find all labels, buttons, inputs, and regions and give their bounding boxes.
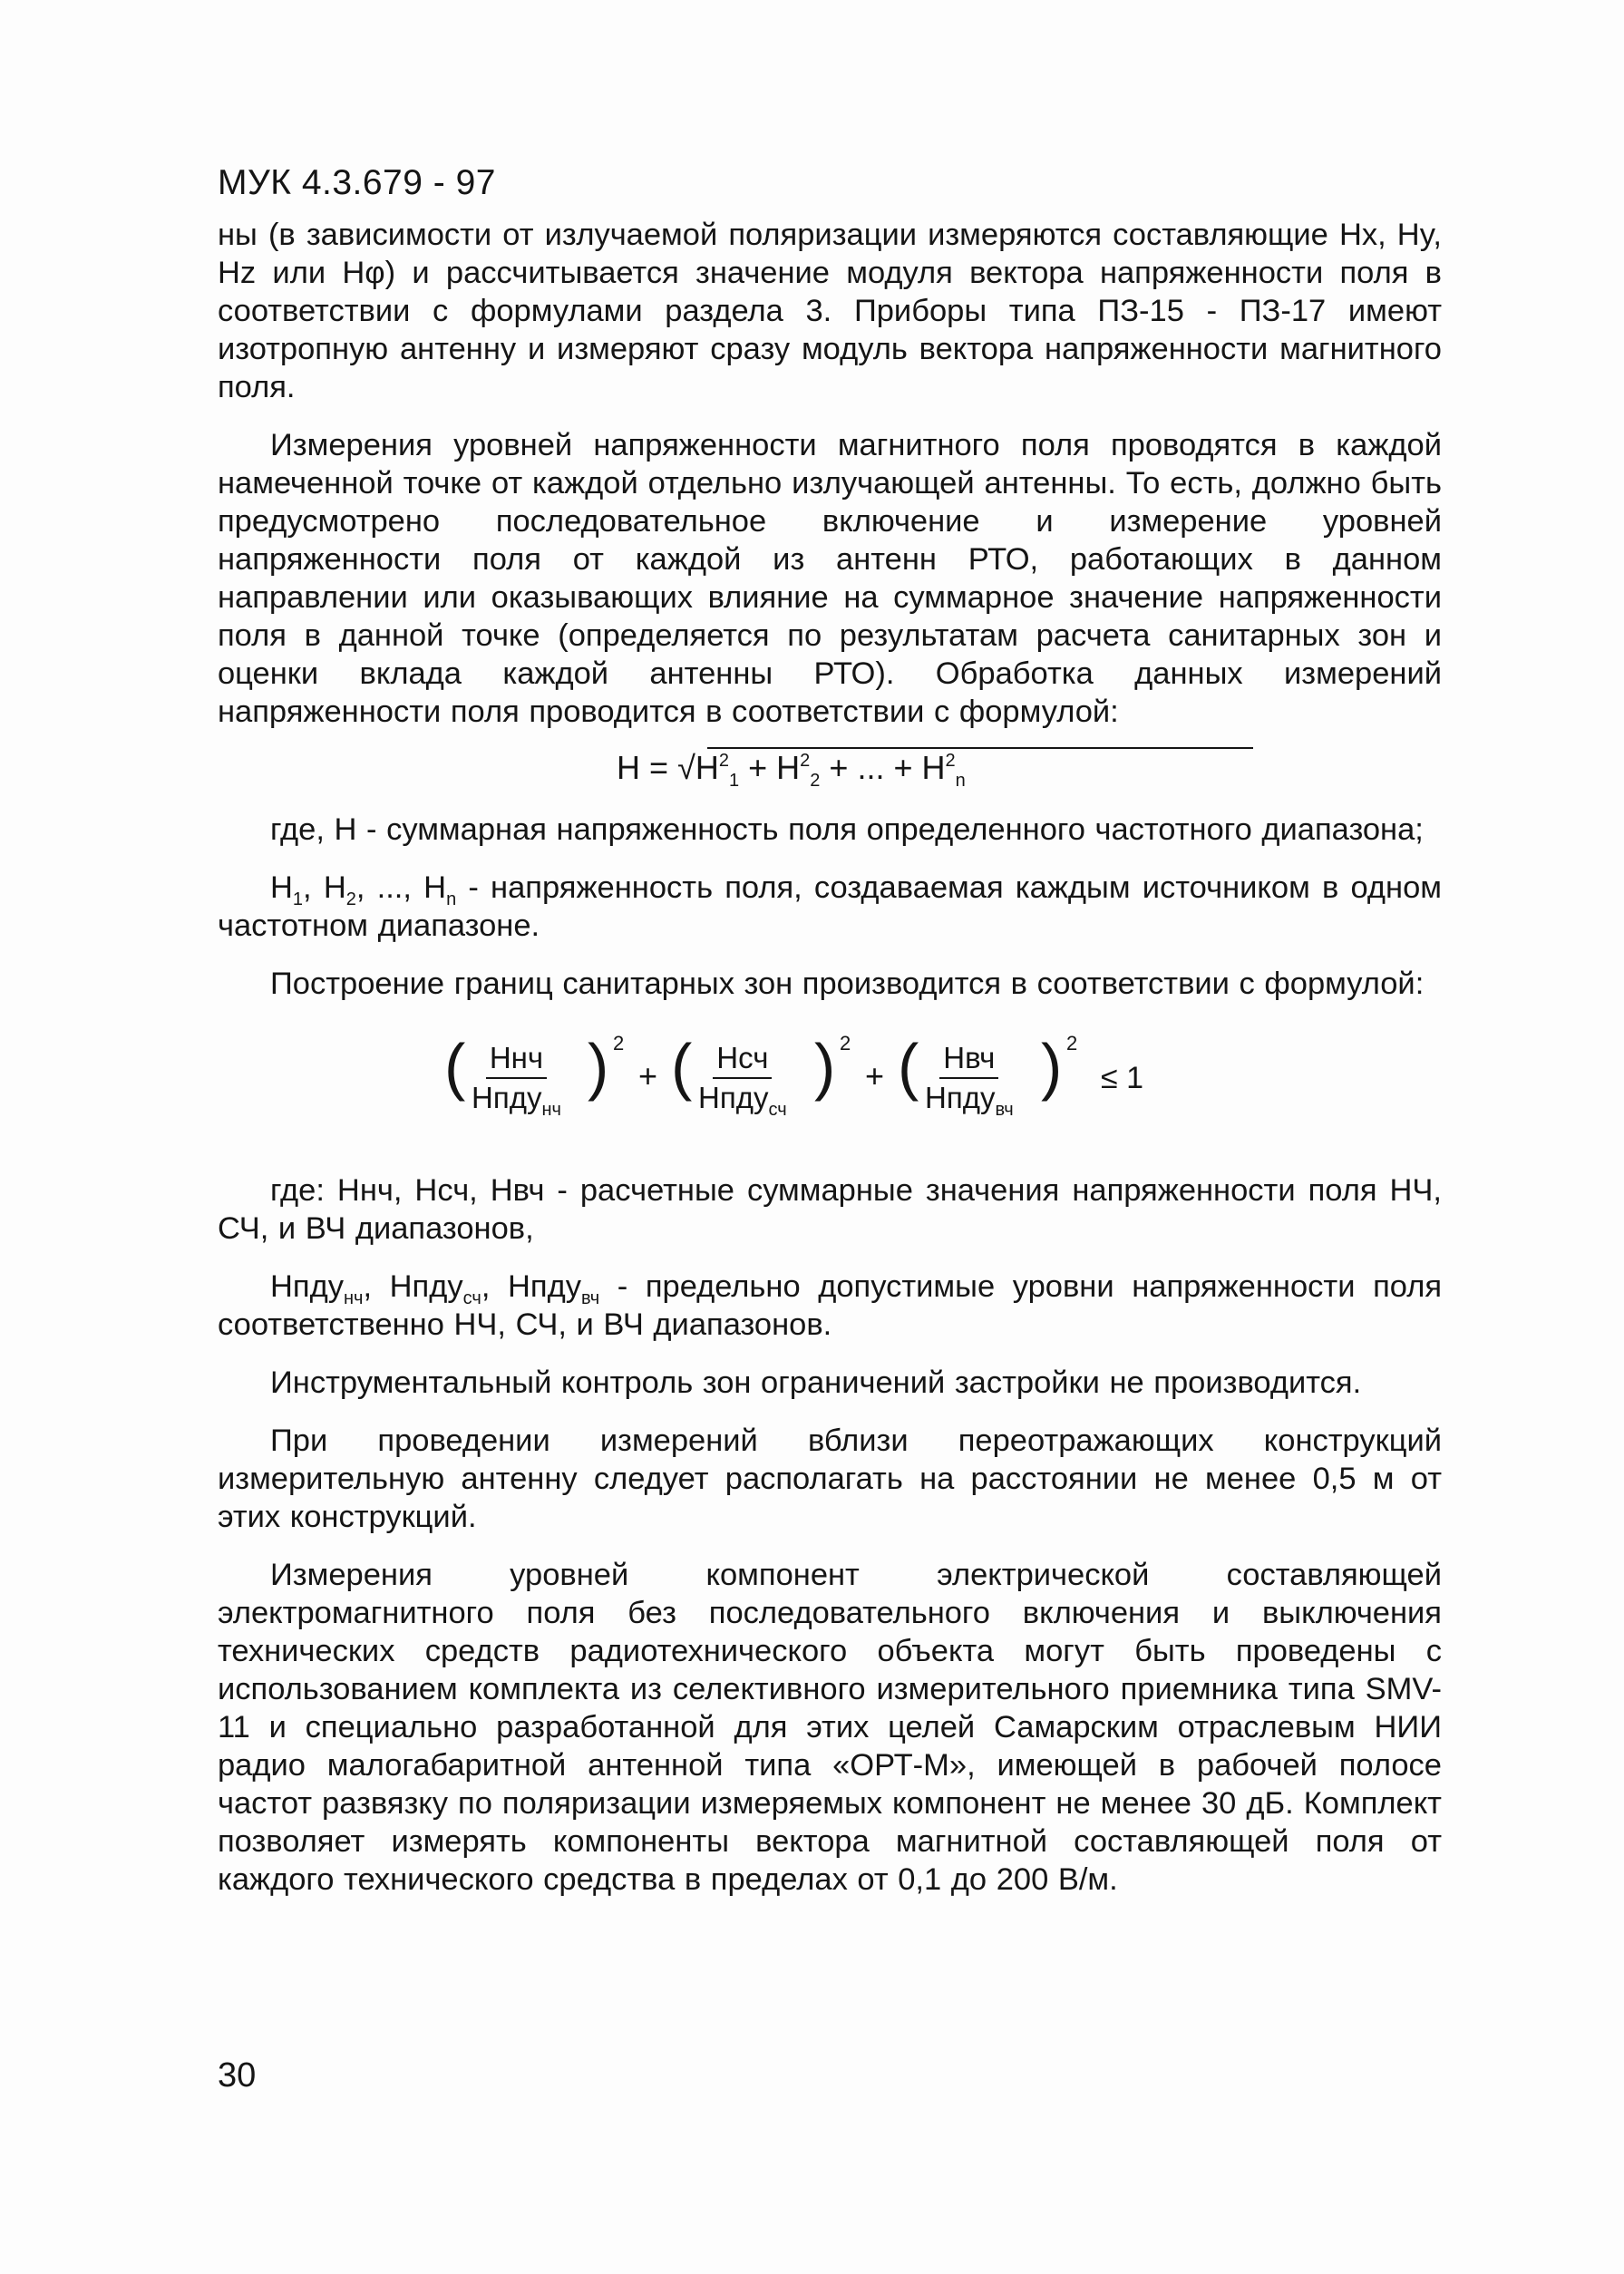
doc-code: МУК 4.3.679 - 97 [218,163,496,202]
paragraph-2: Измерения уровней напряженности магнитного поля проводятся в каждой намеченной точке от каждой отдельно излучающей антенны. То есть, должно быть предусмотрено последовательное включение и измерение уровней напряженности поля от каждой из антенн РТО, работающих в данном направлении или оказывающих влияние на суммарное значение напряженности поля в данной точке (определяется по результатам расчета санитарных зон и оценки вклада каждой антенны РТО). Обработка данных измерений напряженности поля проводится в соответствии с формулой: [218,428,1442,729]
document-page [218,163,1442,1899]
fraction-low: Ннч Нпду$_{нч}$ [472,1041,561,1120]
paragraph-1: ны (в зависимости от излучаемой поляризации измеряются составляющие Hx, Hy, Hz или Hφ) и рассчитывается значение модуля вектора напряженности поля в соответствии с формулами раздела 3. Приборы типа ПЗ-15 - ПЗ-17 имеют изотропную антенну и измеряют сразу модуль вектора напряженности магнитного поля. [218,218,1442,404]
formula-field-sum [218,736,1442,807]
page-number: 30 [218,2056,257,2094]
paragraph-9: При проведении измерений вблизи переотражающих конструкций измерительную антенну следует располагать на расстоянии не менее 0,5 м от этих конструкций. [218,1424,1442,1534]
paragraph-10: Измерения уровней компонент электрической составляющей электромагнитного поля без последовательного включения и выключения технических средств радиотехнического объекта могут быть проведены с использованием комплекта из селективного измерительного приемника типа SMV-11 и специально разработанной для этих целей Самарским отраслевым НИИ радио малогабаритной антенной типа «ОРТ-М», имеющей в рабочей полосе частот развязку по поляризации измеряемых компонент не менее 30 дБ. Комплект позволяет измерять компоненты вектора магнитной составляющей поля от каждого технического средства в пределах от 0,1 до 200 В/м. [218,1558,1442,1897]
paragraph-8: Инструментальный контроль зон ограничений застройки не производится. [270,1365,1362,1400]
fraction-high: Нвч Нпду$_{вч}$ [925,1041,1014,1120]
paragraph-7: Нпду$_{нч}$, Нпду$_{сч}$, Нпду$_{вч}$ - предельно допустимые уровни напряженности поля соответственно НЧ, СЧ, и ВЧ диапазонов. [218,1269,1443,1342]
paragraph-5: Построение границ санитарных зон производится в соответствии с формулой: [270,967,1425,1001]
paragraph-4: $Н_1$, $Н_2$, ..., $Н_n$ - напряженность поля, создаваемая каждым источником в одном частотном диапазоне. [218,870,1442,943]
paragraph-6: где: Ннч, Нсч, Нвч - расчетные суммарные значения напряженности поля НЧ, СЧ, и ВЧ диапазонов, [218,1173,1442,1246]
fraction-mid: Нсч Нпду$_{сч}$ [698,1041,787,1120]
sqrt-bar [707,747,1253,749]
formula-sanitary-zone: ( Ннч Нпду$_{нч}$ ) 2 + ( Нсч Нпду$_{сч}$ ) 2 + ( Нвч Нпду$_{вч}$ ) 2 ≤ 1 [444,1031,1144,1120]
formula-field-sum-expr: $H = √H^2_1 + H^2_2$ + ... + $H^2_n$ [617,749,966,791]
paragraph-3: где, Н - суммарная напряженность поля определенного частотного диапазона; [270,812,1424,847]
